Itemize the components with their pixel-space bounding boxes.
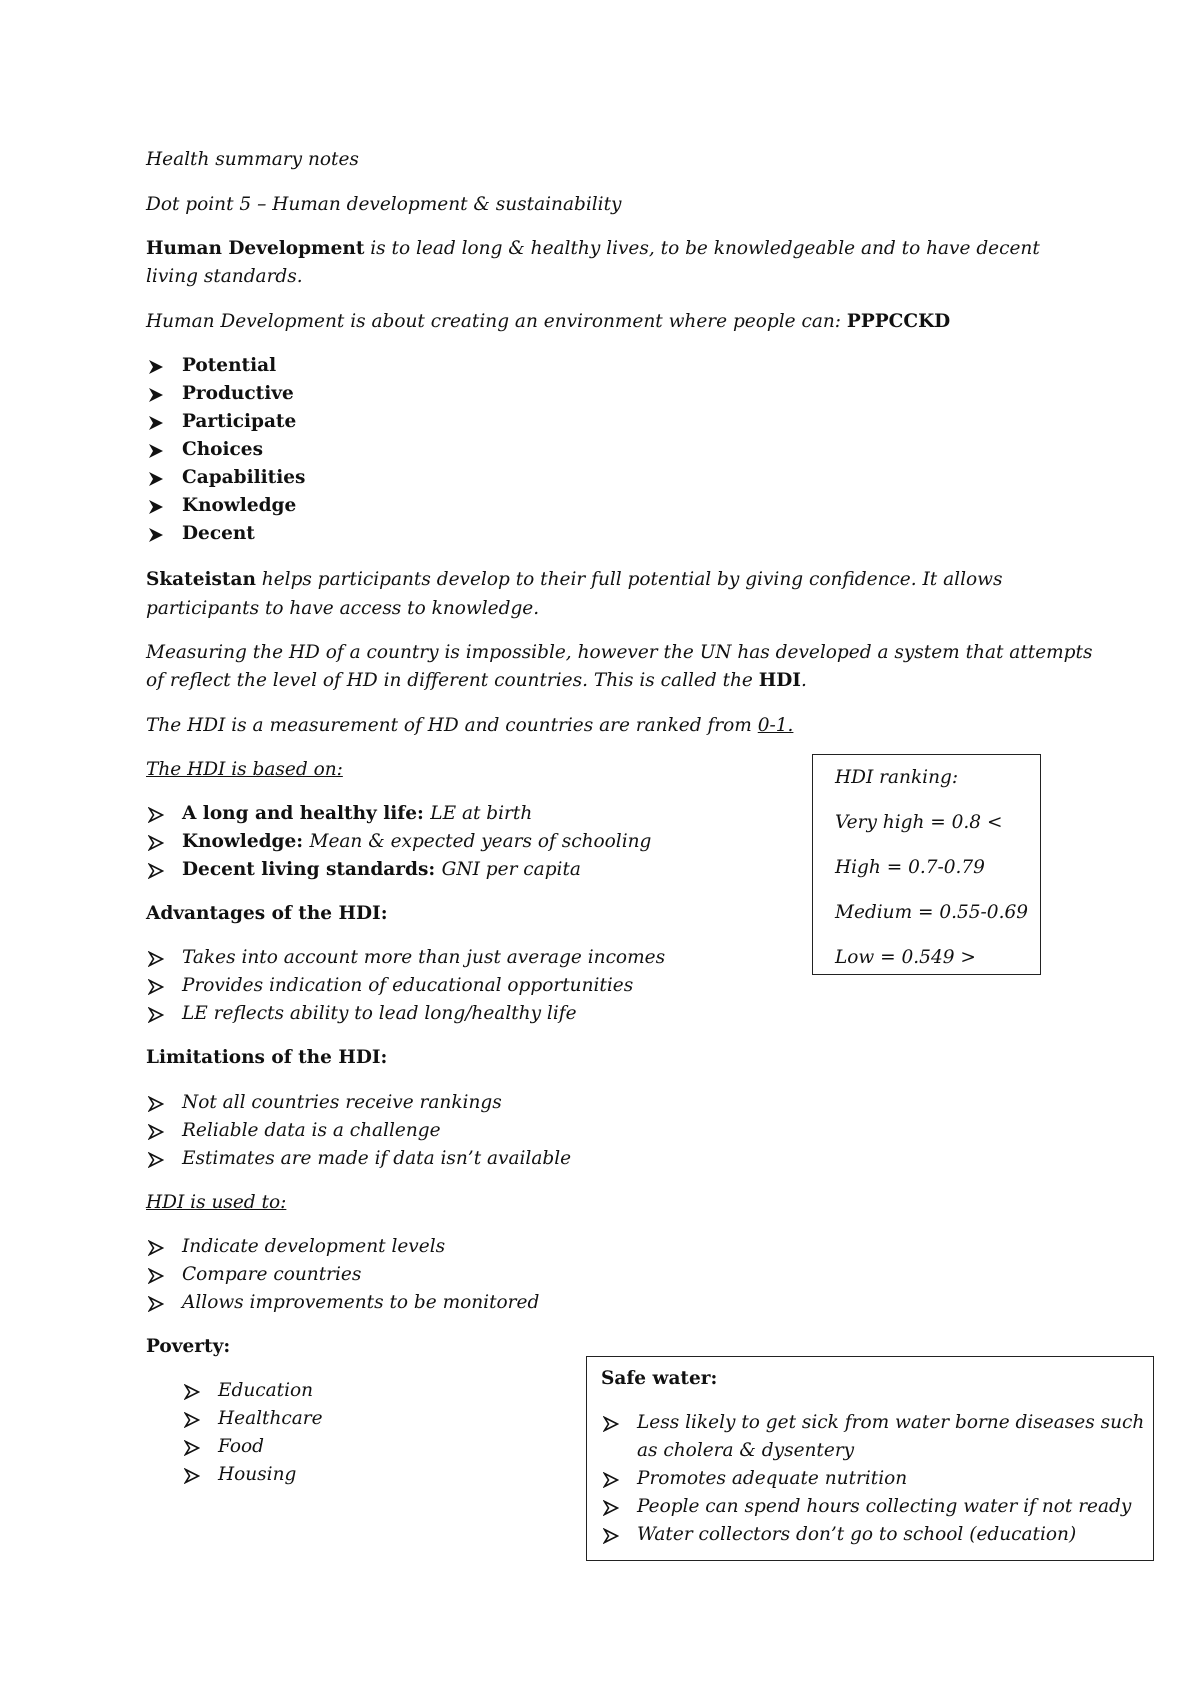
hdi-term: HDI xyxy=(758,670,801,691)
advantages-heading: Advantages of the HDI: xyxy=(146,903,388,924)
pppcckd-label: Knowledge xyxy=(182,495,297,516)
arrow-bullet-icon xyxy=(148,1268,164,1284)
arrow-bullet-icon xyxy=(148,1240,164,1256)
used-to-text: Indicate development levels xyxy=(182,1236,446,1257)
arrow-bullet-icon xyxy=(148,951,164,967)
arrow-bullet-icon xyxy=(184,1440,200,1456)
poverty-text: Food xyxy=(218,1436,264,1457)
advantage-text: LE reflects ability to lead long/healthy life xyxy=(182,1003,577,1024)
hdi-based-label: Knowledge: xyxy=(182,831,310,852)
safe-water-item-text xyxy=(637,1466,907,1492)
hd-environment-text: Human Development is about creating an environment where people can: xyxy=(146,311,847,332)
acronym: PPPCCKD xyxy=(846,311,951,332)
arrow-bullet-icon xyxy=(148,863,164,879)
hdi-based-item-text xyxy=(182,857,581,883)
hdi-based-label: A long and healthy life: xyxy=(182,803,431,824)
safe-water-item-text xyxy=(637,1410,1144,1436)
limitation-item-text xyxy=(182,1146,571,1172)
used-to-item-text xyxy=(182,1234,445,1260)
hdi-based-value: GNI per capita xyxy=(441,859,581,880)
hdi-measure-text: The HDI is a measurement of HD and countries are ranked from xyxy=(146,715,758,736)
ranking-item: High = 0.7-0.79 xyxy=(835,857,985,878)
arrow-bullet-icon xyxy=(148,979,164,995)
hdi-based-label: Decent living standards: xyxy=(182,859,442,880)
arrow-bullet-icon xyxy=(148,807,164,823)
arrow-bullet-icon xyxy=(148,1096,164,1112)
hdi-based-value: LE at birth xyxy=(430,803,533,824)
limitation-text: Reliable data is a challenge xyxy=(182,1120,441,1141)
ranking-item: Medium = 0.55-0.69 xyxy=(835,902,1029,923)
safe-water-text-continued: as cholera & dysentery xyxy=(637,1440,855,1461)
poverty-item-text xyxy=(218,1434,264,1460)
advantage-item-text xyxy=(182,945,665,971)
ranking-item: Very high = 0.8 < xyxy=(835,812,1003,833)
safe-water-text: Water collectors don’t go to school (education) xyxy=(637,1524,1077,1545)
hdi-based-value: Mean & expected years of schooling xyxy=(309,831,652,852)
arrow-bullet-icon xyxy=(603,1416,619,1432)
skateistan-term: Skateistan xyxy=(146,569,256,590)
poverty-heading: Poverty: xyxy=(146,1336,231,1357)
arrow-bullet-icon xyxy=(148,499,164,515)
used-to-item-text xyxy=(182,1262,361,1288)
poverty-item-text xyxy=(218,1462,296,1488)
ranking-item: Low = 0.549 > xyxy=(835,947,976,968)
measuring-text: of reflect the level of HD in different countries. This is called the xyxy=(146,670,759,691)
used-to-heading: HDI is used to: xyxy=(146,1192,287,1213)
poverty-item-text xyxy=(218,1378,313,1404)
pppcckd-label: Potential xyxy=(182,355,277,376)
pppcckd-item-text xyxy=(182,353,276,379)
doc-title: Health summary notes xyxy=(146,149,359,170)
hd-environment-line xyxy=(146,309,950,335)
hdi-range: 0-1. xyxy=(757,715,794,736)
skateistan-line-2: participants to have access to knowledge. xyxy=(146,598,540,619)
safe-water-item-text xyxy=(637,1522,1076,1548)
arrow-bullet-icon xyxy=(148,1007,164,1023)
used-to-text: Allows improvements to be monitored xyxy=(182,1292,540,1313)
hd-term: Human Development xyxy=(146,238,365,259)
measuring-line-1: Measuring the HD of a country is impossible, however the UN has developed a system that attempts xyxy=(146,642,1093,663)
pppcckd-label: Capabilities xyxy=(182,467,306,488)
arrow-bullet-icon xyxy=(184,1412,200,1428)
hdi-based-heading: The HDI is based on: xyxy=(146,759,343,780)
pppcckd-label: Choices xyxy=(182,439,263,460)
limitations-heading: Limitations of the HDI: xyxy=(146,1047,388,1068)
arrow-bullet-icon xyxy=(184,1468,200,1484)
limitation-item-text xyxy=(182,1090,502,1116)
pppcckd-item-text xyxy=(182,521,255,547)
arrow-bullet-icon xyxy=(603,1528,619,1544)
arrow-bullet-icon xyxy=(148,835,164,851)
safe-water-box xyxy=(586,1356,1154,1561)
arrow-bullet-icon xyxy=(148,471,164,487)
used-to-text: Compare countries xyxy=(182,1264,362,1285)
hdi-ranking-box xyxy=(812,754,1041,975)
advantage-item-text xyxy=(182,1001,577,1027)
arrow-bullet-icon xyxy=(184,1384,200,1400)
hdi-measure-line xyxy=(146,713,793,739)
arrow-bullet-icon xyxy=(148,1296,164,1312)
limitation-text: Estimates are made if data isn’t available xyxy=(182,1148,572,1169)
pppcckd-label: Decent xyxy=(182,523,255,544)
pppcckd-item-text xyxy=(182,381,294,407)
hd-definition-line-2: living standards. xyxy=(146,266,303,287)
arrow-bullet-icon xyxy=(148,359,164,375)
safe-water-item-text xyxy=(637,1494,1131,1520)
measuring-line-2 xyxy=(146,668,807,694)
advantage-text: Takes into account more than just average incomes xyxy=(182,947,666,968)
poverty-text: Housing xyxy=(218,1464,297,1485)
ranking-title: HDI ranking: xyxy=(835,767,959,788)
hdi-based-item-text xyxy=(182,829,651,855)
arrow-bullet-icon xyxy=(603,1500,619,1516)
used-to-item-text xyxy=(182,1290,539,1316)
limitation-item-text xyxy=(182,1118,441,1144)
arrow-bullet-icon xyxy=(148,415,164,431)
pppcckd-item-text xyxy=(182,465,305,491)
poverty-item-text xyxy=(218,1406,323,1432)
advantage-item-text xyxy=(182,973,633,999)
skateistan-line-1 xyxy=(146,567,1002,593)
hd-definition-text: is to lead long & healthy lives, to be knowledgeable and to have decent xyxy=(364,238,1040,259)
poverty-text: Education xyxy=(218,1380,314,1401)
arrow-bullet-icon xyxy=(148,1152,164,1168)
hd-definition-line-1 xyxy=(146,236,1040,262)
pppcckd-item-text xyxy=(182,437,263,463)
advantage-text: Provides indication of educational opportunities xyxy=(182,975,634,996)
arrow-bullet-icon xyxy=(148,1124,164,1140)
poverty-text: Healthcare xyxy=(218,1408,323,1429)
arrow-bullet-icon xyxy=(148,387,164,403)
hdi-based-item-text xyxy=(182,801,532,827)
arrow-bullet-icon xyxy=(148,443,164,459)
limitation-text: Not all countries receive rankings xyxy=(182,1092,502,1113)
arrow-bullet-icon xyxy=(148,527,164,543)
safe-water-text: Less likely to get sick from water borne diseases such xyxy=(637,1412,1145,1433)
arrow-bullet-icon xyxy=(603,1472,619,1488)
pppcckd-item-text xyxy=(182,409,296,435)
safe-water-text: Promotes adequate nutrition xyxy=(637,1468,908,1489)
pppcckd-label: Productive xyxy=(182,383,294,404)
measuring-period: . xyxy=(800,670,807,691)
safe-water-heading: Safe water: xyxy=(601,1368,718,1389)
safe-water-text: People can spend hours collecting water if not ready xyxy=(637,1496,1132,1517)
skateistan-text: helps participants develop to their full potential by giving confidence. It allows xyxy=(255,569,1003,590)
pppcckd-label: Participate xyxy=(182,411,297,432)
pppcckd-item-text xyxy=(182,493,296,519)
dot-point-heading: Dot point 5 – Human development & sustainability xyxy=(146,194,622,215)
